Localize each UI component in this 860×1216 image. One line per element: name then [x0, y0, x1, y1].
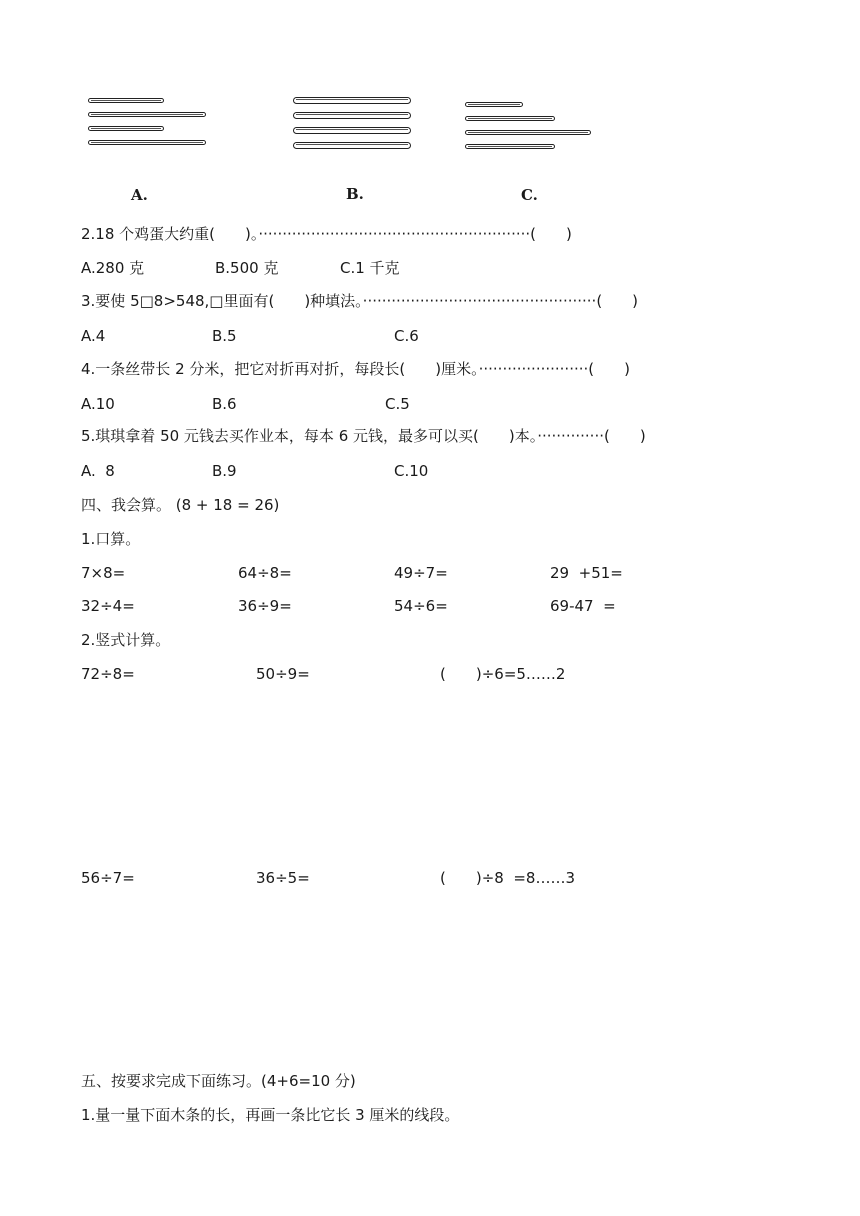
- stick: [293, 127, 411, 134]
- option-c: C.1 千克: [340, 259, 400, 277]
- option-b: B.6: [212, 395, 237, 413]
- stick: [88, 126, 164, 131]
- section-5-title: 五、按要求完成下面练习。(4+6=10 分): [81, 1072, 356, 1090]
- option-a: A.10: [81, 395, 115, 413]
- stick: [465, 130, 591, 135]
- option-c: C.6: [394, 327, 419, 345]
- option-b: B.5: [212, 327, 237, 345]
- oral-calc-heading: 1.口算。: [81, 530, 141, 548]
- stick: [88, 98, 164, 103]
- option-c: C.10: [394, 462, 429, 480]
- stick: [465, 116, 555, 121]
- stick: [88, 140, 206, 145]
- stick: [88, 112, 206, 117]
- vertical-calc-item: 50÷9=: [256, 665, 310, 683]
- question-2: 2.18 个鸡蛋大约重( )。·························································( ): [81, 225, 572, 243]
- option-a: A. 8: [81, 462, 115, 480]
- vertical-calc-item: 56÷7=: [81, 869, 135, 887]
- vertical-calc-heading: 2.竖式计算。: [81, 631, 171, 649]
- stick: [293, 97, 411, 104]
- oral-calc-item: 49÷7=: [394, 564, 448, 582]
- vertical-calc-item: 36÷5=: [256, 869, 310, 887]
- stick: [465, 102, 523, 107]
- vertical-calc-item: 72÷8=: [81, 665, 135, 683]
- question-4: 4.一条丝带长 2 分米，把它对折再对折，每段长( )厘米。·······················( ): [81, 360, 630, 378]
- figure-option-c: C.: [521, 186, 538, 204]
- option-a: A.280 克: [81, 259, 145, 277]
- section-4-title: 四、我会算。 (8 + 18 = 26): [81, 496, 280, 514]
- oral-calc-item: 32÷4=: [81, 597, 135, 615]
- question-5: 5.琪琪拿着 50 元钱去买作业本，每本 6 元钱，最多可以买( )本。··············( ): [81, 427, 646, 445]
- section-5-question-1: 1.量一量下面木条的长，再画一条比它长 3 厘米的线段。: [81, 1106, 460, 1124]
- oral-calc-item: 29 +51=: [550, 564, 623, 582]
- option-b: B.9: [212, 462, 237, 480]
- oral-calc-item: 64÷8=: [238, 564, 292, 582]
- figure-option-a: A.: [131, 186, 148, 204]
- option-b: B.500 克: [215, 259, 279, 277]
- oral-calc-item: 69-47 =: [550, 597, 616, 615]
- stick: [293, 142, 411, 149]
- question-3: 3.要使 5□8>548,□里面有( )种填法。·················································( ): [81, 292, 639, 310]
- stick: [293, 112, 411, 119]
- figure-option-b: B.: [346, 185, 364, 203]
- vertical-calc-item: ( )÷6=5……2: [440, 665, 566, 683]
- oral-calc-item: 7×8=: [81, 564, 126, 582]
- stick: [465, 144, 555, 149]
- oral-calc-item: 54÷6=: [394, 597, 448, 615]
- vertical-calc-item: ( )÷8 =8……3: [440, 869, 576, 887]
- option-a: A.4: [81, 327, 106, 345]
- option-c: C.5: [385, 395, 410, 413]
- oral-calc-item: 36÷9=: [238, 597, 292, 615]
